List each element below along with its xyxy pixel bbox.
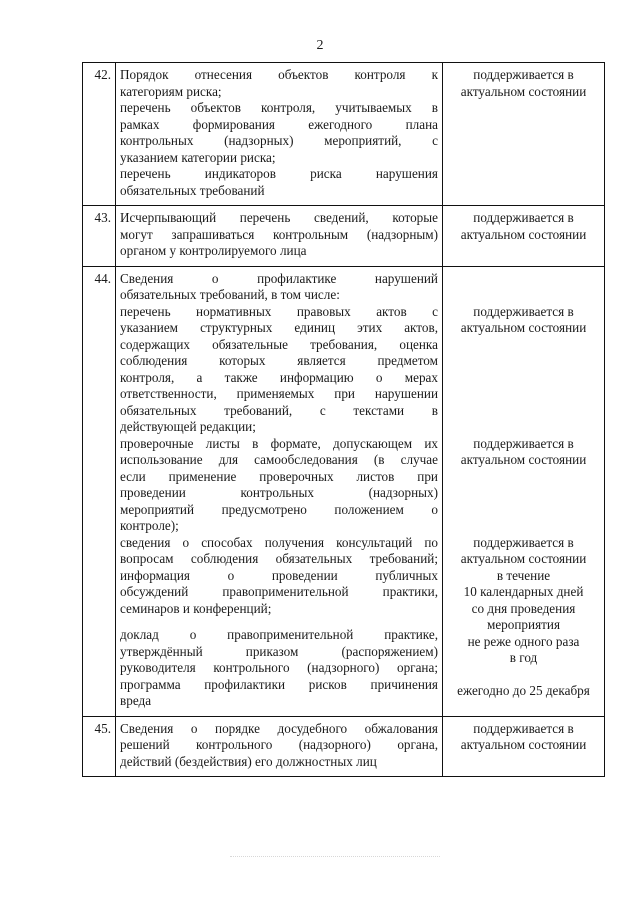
status-line: актуальном состоянии: [460, 737, 587, 752]
desc-line: Сведения о профилактике нарушений: [120, 270, 438, 286]
status-line: актуальном состоянии: [460, 320, 587, 335]
status-line: ежегодно до 25 декабря: [457, 682, 590, 698]
desc-line: контроле);: [120, 518, 179, 533]
row-number: 42.: [83, 63, 116, 206]
desc-line: контроля, а также информацию о мерах: [120, 369, 438, 385]
spacer: [447, 667, 600, 683]
scan-artifact: [230, 856, 440, 861]
status-line: не реже одного раза: [467, 633, 580, 649]
desc-line: Порядок отнесения объектов контроля к: [120, 67, 438, 82]
desc-line: действующей редакции;: [120, 419, 256, 434]
desc-line: категориям риска;: [120, 83, 222, 99]
requirements-table: [82, 62, 605, 777]
desc-line: обязательных требований: [120, 182, 265, 198]
status-line: актуальном состоянии: [460, 226, 587, 242]
table-row: [83, 206, 605, 267]
desc-line: вопросам соблюдения обязательных требований;: [120, 551, 438, 566]
row-description: [116, 716, 443, 777]
status-line: поддерживается в: [473, 303, 574, 319]
table-row: [83, 266, 605, 716]
status-line: актуальном состоянии: [460, 551, 587, 566]
row-description: [116, 63, 443, 206]
desc-line: руководителя контрольного (надзорного) органа;: [120, 660, 438, 675]
desc-line: проверочные листы в формате, допускающем их: [120, 435, 438, 451]
desc-line: обсуждений правоприменительной практики,: [120, 584, 438, 599]
status-line: актуальном состоянии: [460, 452, 587, 467]
status-line: 10 календарных дней: [463, 584, 584, 599]
desc-line: если применение проверочных листов при: [120, 468, 438, 484]
page-number: 2: [316, 38, 324, 53]
row-status: [443, 266, 605, 716]
status-line: поддерживается в: [473, 210, 574, 225]
row-description: [116, 266, 443, 716]
desc-line: утверждённый приказом (распоряжением): [120, 643, 438, 659]
desc-line: мероприятий предусмотрено положением о: [120, 501, 438, 517]
spacer: [447, 469, 600, 535]
status-line: поддерживается в: [473, 67, 574, 82]
desc-line: содержащих обязательные требования, оценка: [120, 336, 438, 352]
spacer: [447, 337, 600, 436]
status-line: поддерживается в: [473, 435, 574, 451]
desc-line: доклад о правоприменительной практике,: [120, 627, 438, 642]
desc-line: проведении контрольных (надзорных): [120, 485, 438, 500]
desc-line: органом у контролируемого лица: [120, 243, 307, 258]
row-status: [443, 206, 605, 267]
desc-line: обязательных требований, в том числе:: [120, 287, 340, 302]
status-line: поддерживается в: [473, 534, 574, 550]
desc-line: использование для самообследования (в случае: [120, 452, 438, 467]
row-status: [443, 716, 605, 777]
row-number: 45.: [83, 716, 116, 777]
desc-line: перечень нормативных правовых актов с: [120, 303, 438, 319]
desc-line: соблюдения которых является предметом: [120, 353, 438, 368]
desc-line: ответственности, применяемых при нарушении: [120, 386, 438, 401]
desc-line: контрольных (надзорных) мероприятий, с: [120, 133, 438, 148]
row-status: [443, 63, 605, 206]
desc-line: могут запрашиваться контрольным (надзорным): [120, 226, 438, 242]
desc-line: рамках формирования ежегодного плана: [120, 116, 438, 132]
status-line: в год: [509, 650, 538, 665]
desc-line: Сведения о порядке досудебного обжалования: [120, 720, 438, 736]
desc-line: действий (бездействия) его должностных лиц: [120, 753, 377, 769]
row-description: [116, 206, 443, 267]
status-line: со дня проведения: [471, 600, 576, 616]
row-number: 43.: [83, 206, 116, 267]
spacer: [120, 617, 438, 627]
desc-line: информация о проведении публичных: [120, 567, 438, 583]
desc-line: указанием структурных единиц этих актов,: [120, 320, 438, 335]
status-line: поддерживается в: [473, 720, 574, 736]
desc-line: сведения о способах получения консультаций по: [120, 534, 438, 550]
desc-line: обязательных требований, с текстами в: [120, 402, 438, 418]
desc-line: Исчерпывающий перечень сведений, которые: [120, 210, 438, 225]
desc-line: указанием категории риска;: [120, 149, 276, 165]
desc-line: перечень индикаторов риска нарушения: [120, 166, 438, 181]
table-row: [83, 716, 605, 777]
desc-line: семинаров и конференций;: [120, 600, 272, 616]
row-number: 44.: [83, 266, 116, 716]
status-line: мероприятия: [486, 617, 561, 632]
desc-line: программа профилактики рисков причинения: [120, 676, 438, 692]
table-row: [83, 63, 605, 206]
desc-line: вреда: [120, 693, 152, 708]
status-line: актуальном состоянии: [460, 83, 587, 99]
status-line: в течение: [496, 567, 551, 583]
desc-line: решений контрольного (надзорного) органа,: [120, 737, 438, 752]
spacer: [447, 271, 600, 304]
desc-line: перечень объектов контроля, учитываемых в: [120, 100, 438, 115]
